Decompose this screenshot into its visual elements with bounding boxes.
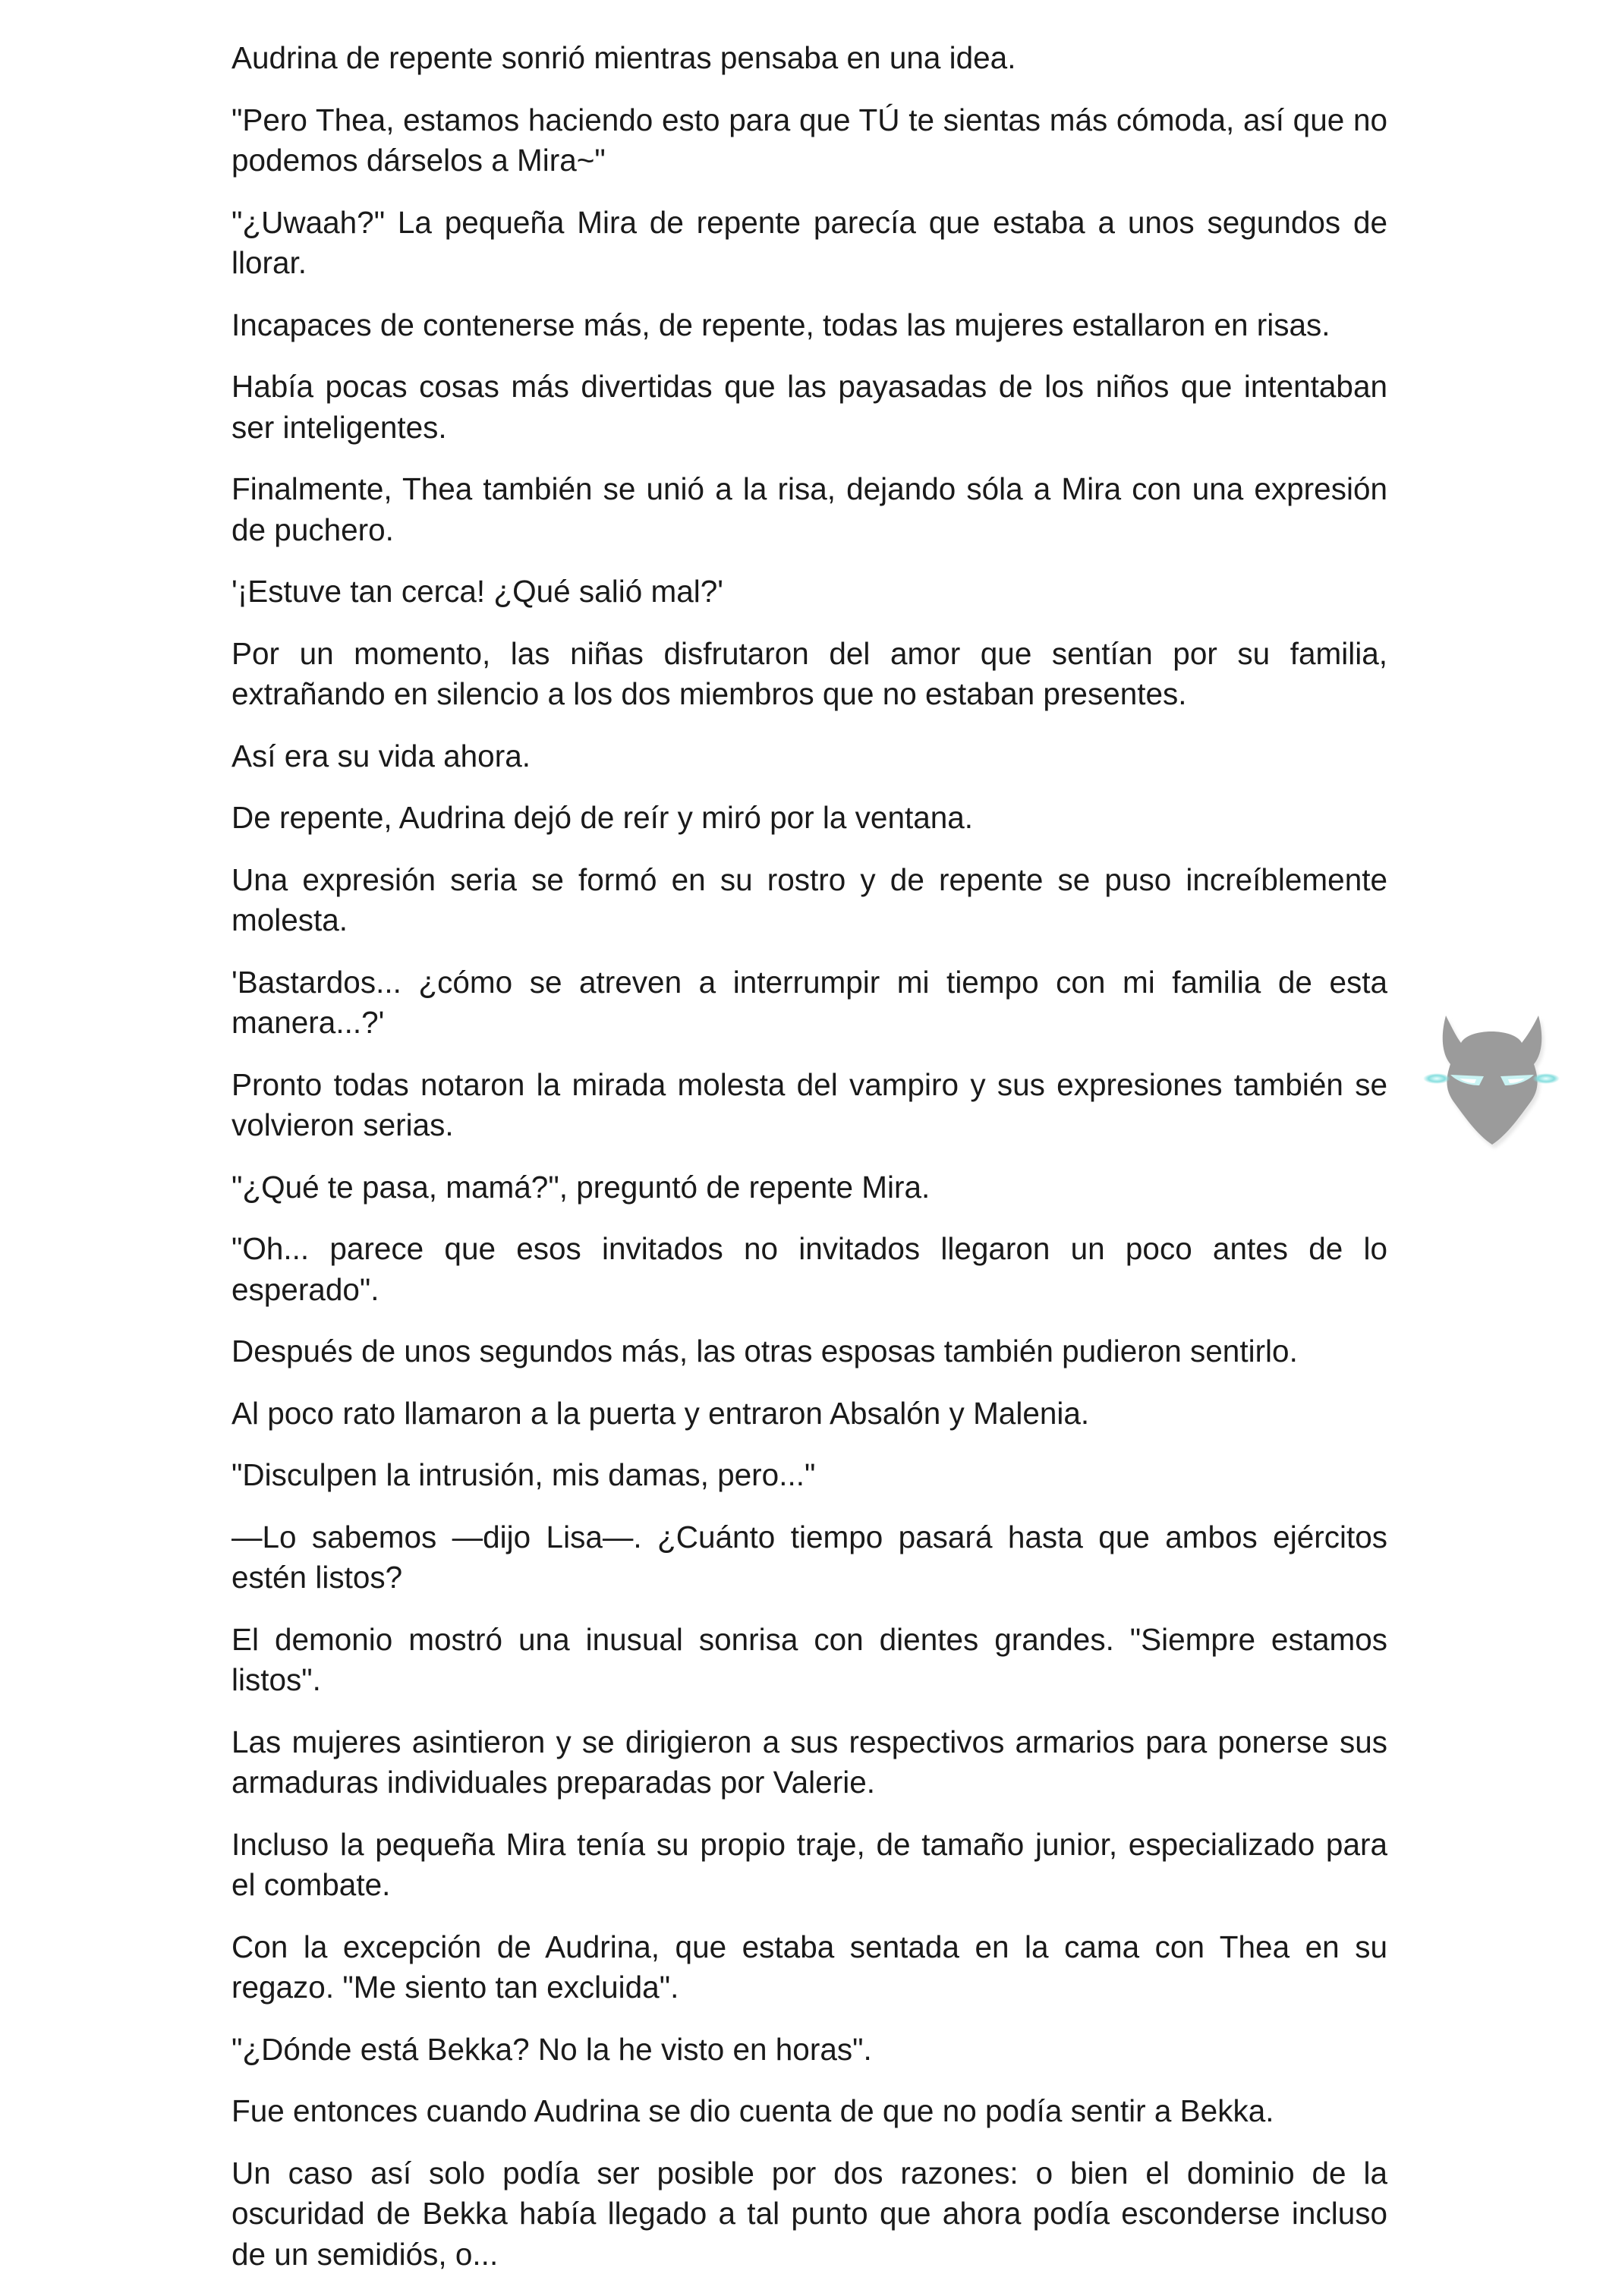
document-body xyxy=(231,38,1387,2296)
paragraph: —Lo sabemos —dijo Lisa—. ¿Cuánto tiempo pasará hasta que ambos ejércitos estén listos? xyxy=(231,1519,1387,1595)
paragraph: Después de unos segundos más, las otras esposas también pudieron sentirlo. xyxy=(231,1334,1298,1368)
paragraph: "Disculpen la intrusión, mis damas, pero..." xyxy=(231,1457,816,1492)
paragraph: Audrina de repente sonrió mientras pensaba en una idea. xyxy=(231,40,1016,75)
paragraph: "¿Dónde está Bekka? No la he visto en horas". xyxy=(231,2031,872,2067)
paragraph: Un caso así solo podía ser posible por dos razones: o bien el dominio de la oscuridad de Bekka había llegado a tal punto que ahora podía esconderse incluso de un semidiós, o... xyxy=(231,2155,1387,2272)
paragraph: Finalmente, Thea también se unió a la risa, dejando sóla a Mira con una expresión de puchero. xyxy=(231,471,1387,547)
paragraph: El demonio mostró una inusual sonrisa con dientes grandes. "Siempre estamos listos". xyxy=(231,1621,1387,1697)
paragraph: Así era su vida ahora. xyxy=(231,738,531,773)
paragraph: "Pero Thea, estamos haciendo esto para que TÚ te sientas más cómoda, así que no podemos dárselos a Mira~" xyxy=(231,102,1387,178)
paragraph: Por un momento, las niñas disfrutaron del amor que sentían por su familia, extrañando en silencio a los dos miembros que no estaban presentes. xyxy=(231,635,1387,711)
demon-head-icon xyxy=(1423,985,1560,1152)
paragraph: Incluso la pequeña Mira tenía su propio traje, de tamaño junior, especializado para el combate. xyxy=(231,1826,1387,1902)
paragraph: "Oh... parece que esos invitados no invitados llegaron un poco antes de lo esperado". xyxy=(231,1231,1387,1307)
paragraph: "¿Uwaah?" La pequeña Mira de repente parecía que estaba a unos segundos de llorar. xyxy=(231,204,1387,280)
paragraph: Una expresión seria se formó en su rostro y de repente se puso increíblemente molesta. xyxy=(231,861,1387,937)
paragraph: Pronto todas notaron la mirada molesta del vampiro y sus expresiones también se volvieron serias. xyxy=(231,1066,1387,1142)
paragraph: Incapaces de contenerse más, de repente, todas las mujeres estallaron en risas. xyxy=(231,307,1330,342)
paragraph: Al poco rato llamaron a la puerta y entraron Absalón y Malenia. xyxy=(231,1395,1090,1431)
paragraph: Había pocas cosas más divertidas que las payasadas de los niños que intentaban ser inteligentes. xyxy=(231,369,1387,445)
paragraph: '¡Estuve tan cerca! ¿Qué salió mal?' xyxy=(231,574,723,609)
paragraph: De repente, Audrina dejó de reír y miró por la ventana. xyxy=(231,800,974,835)
paragraph: Fue entonces cuando Audrina se dio cuenta de que no podía sentir a Bekka. xyxy=(231,2093,1274,2128)
paragraph: 'Bastardos... ¿cómo se atreven a interrumpir mi tiempo con mi familia de esta manera...?' xyxy=(231,964,1387,1040)
paragraph: Las mujeres asintieron y se dirigieron a sus respectivos armarios para ponerse sus armaduras individuales preparadas por Valerie. xyxy=(231,1724,1387,1800)
paragraph: Con la excepción de Audrina, que estaba sentada en la cama con Thea en su regazo. "Me siento tan excluida". xyxy=(231,1929,1387,2005)
paragraph: "¿Qué te pasa, mamá?", preguntó de repente Mira. xyxy=(231,1169,931,1205)
